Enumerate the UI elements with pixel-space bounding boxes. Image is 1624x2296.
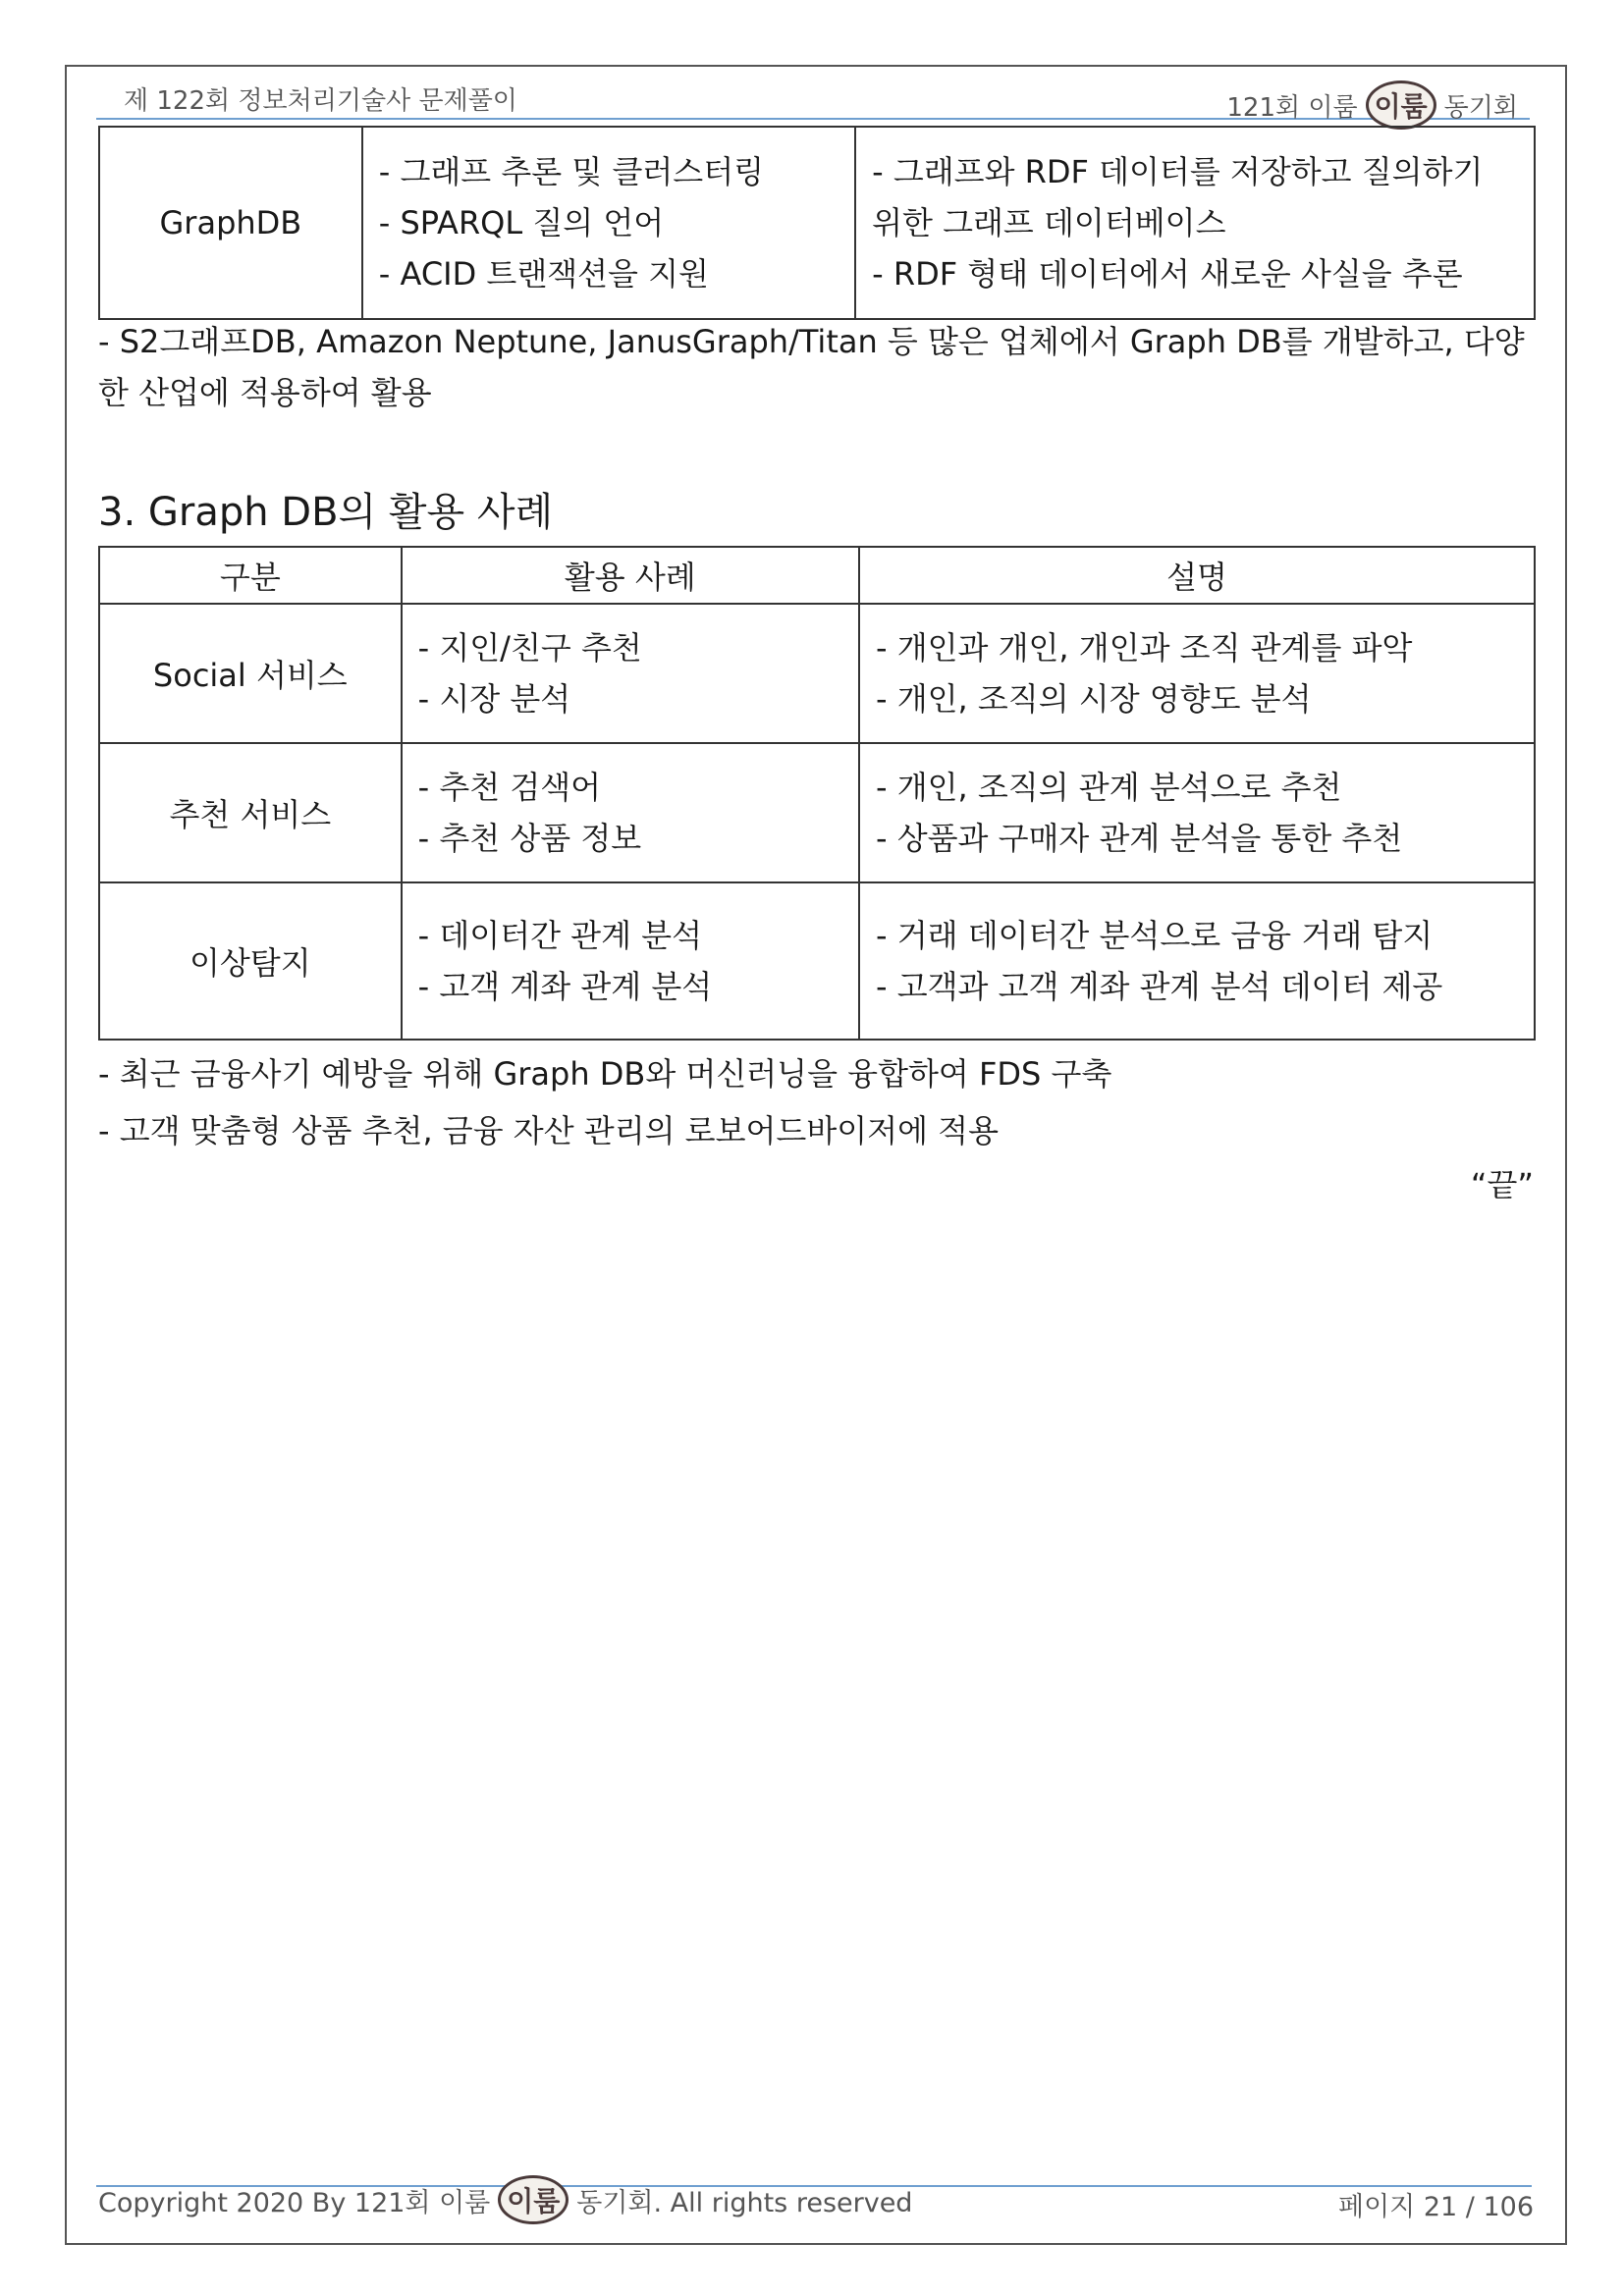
- category-cell: 추천 서비스: [99, 743, 402, 882]
- cases-cell: [402, 743, 859, 882]
- usecase-table: [98, 546, 1536, 1041]
- category-cell: Social 서비스: [99, 604, 402, 743]
- page-number: 페이지 21 / 106: [1338, 2192, 1534, 2222]
- table-row: [99, 743, 1535, 882]
- header-org-suffix: 동기회: [1443, 92, 1518, 123]
- case-line: - 추천 검색어: [417, 769, 602, 806]
- desc-line: - 그래프와 RDF 데이터를 저장하고 질의하기: [872, 153, 1484, 190]
- desc-cell: [859, 743, 1535, 882]
- table-cell-features: [362, 127, 855, 319]
- table-cell-desc: [855, 127, 1535, 319]
- iroom-logo-icon: 이룸: [498, 2175, 568, 2224]
- graphdb-table: [98, 126, 1536, 320]
- column-header: 구분: [99, 547, 402, 604]
- desc-line: - 고객과 고객 계좌 관계 분석 데이터 제공: [875, 968, 1443, 1005]
- feature-line: - SPARQL 질의 언어: [378, 204, 665, 241]
- page-header: [96, 77, 1530, 123]
- case-line: - 지인/친구 추천: [417, 629, 642, 667]
- desc-line: - RDF 형태 데이터에서 새로운 사실을 추론: [872, 255, 1463, 293]
- copyright-prefix: Copyright 2020 By 121회 이룸: [98, 2187, 491, 2218]
- desc-cell: [859, 604, 1535, 743]
- column-header: 활용 사례: [402, 547, 859, 604]
- copyright-suffix: 동기회. All rights reserved: [576, 2187, 913, 2218]
- case-line: - 고객 계좌 관계 분석: [417, 968, 713, 1005]
- desc-line: - 거래 데이터간 분석으로 금융 거래 탐지: [875, 917, 1434, 954]
- table-cell-name: GraphDB: [99, 127, 362, 319]
- vendor-note: - S2그래프DB, Amazon Neptune, JanusGraph/Titan 등 많은 업체에서 Graph DB를 개발하고, 다양한 산업에 적용하여 활용: [98, 323, 1525, 411]
- desc-line: - 개인, 조직의 관계 분석으로 추천: [875, 769, 1342, 806]
- iroom-logo-icon: 이룸: [1366, 80, 1436, 130]
- desc-line: - 개인, 조직의 시장 영향도 분석: [875, 680, 1312, 718]
- desc-line: - 개인과 개인, 개인과 조직 관계를 파악: [875, 629, 1413, 667]
- cases-cell: [402, 882, 859, 1040]
- cases-cell: [402, 604, 859, 743]
- footer-copyright: [98, 2175, 912, 2224]
- column-header: 설명: [859, 547, 1535, 604]
- case-line: - 추천 상품 정보: [417, 820, 642, 857]
- desc-cell: [859, 882, 1535, 1040]
- feature-line: - ACID 트랜잭션을 지원: [378, 255, 709, 293]
- section-note: - 고객 맞춤형 상품 추천, 금융 자산 관리의 로보어드바이저에 적용: [98, 1112, 999, 1149]
- header-org: [1226, 80, 1518, 130]
- header-title: 제 122회 정보처리기술사 문제풀이: [124, 86, 517, 116]
- table-row: [99, 604, 1535, 743]
- section-title: 3. Graph DB의 활용 사례: [98, 490, 554, 535]
- table-row: [99, 127, 1535, 319]
- end-mark: “끝”: [1470, 1166, 1534, 1203]
- desc-line: 위한 그래프 데이터베이스: [872, 204, 1226, 241]
- case-line: - 시장 분석: [417, 680, 571, 718]
- category-cell: 이상탐지: [99, 882, 402, 1040]
- table-header-row: [99, 547, 1535, 604]
- desc-line: - 상품과 구매자 관계 분석을 통한 추천: [875, 820, 1403, 857]
- header-org-prefix: 121회 이룸: [1226, 92, 1358, 123]
- case-line: - 데이터간 관계 분석: [417, 917, 702, 954]
- feature-line: - 그래프 추론 및 클러스터링: [378, 153, 765, 190]
- table-row: [99, 882, 1535, 1040]
- section-note: - 최근 금융사기 예방을 위해 Graph DB와 머신러닝을 융합하여 FDS 구축: [98, 1055, 1112, 1093]
